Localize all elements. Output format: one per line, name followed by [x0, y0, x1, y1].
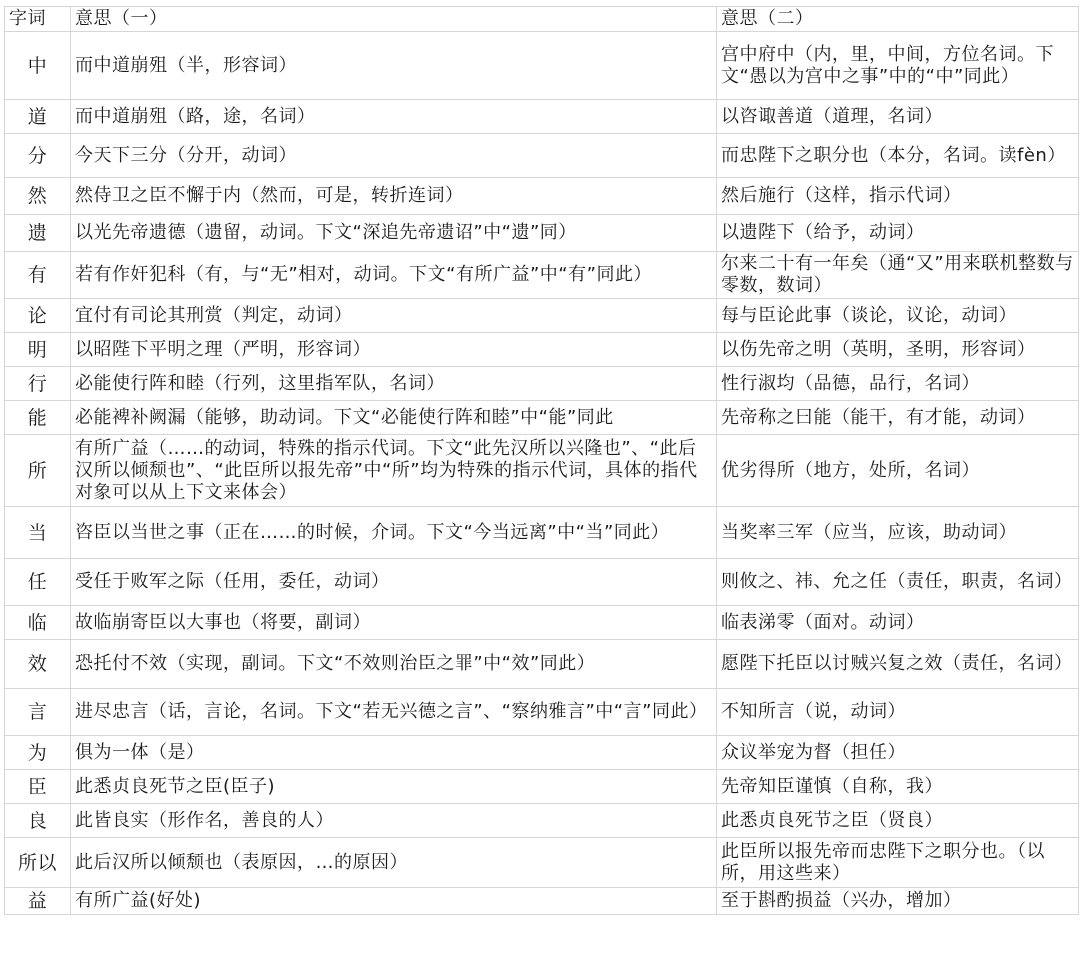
word-cell: 当: [5, 507, 71, 559]
word-cell: 然: [5, 178, 71, 215]
meaning-1-cell: 以昭陛下平明之理（严明，形容词）: [71, 333, 717, 367]
table-row: [5, 401, 1079, 435]
table-row: [5, 689, 1079, 736]
table-row: [5, 100, 1079, 134]
meaning-1-cell: 进尽忠言（话，言论，名词。下文“若无兴德之言”、“察纳雅言”中“言”同此）: [71, 689, 717, 736]
word-cell: 所以: [5, 838, 71, 888]
header-meaning-1: 意思（一）: [71, 7, 717, 32]
word-cell: 良: [5, 804, 71, 838]
word-cell: 有: [5, 252, 71, 299]
meaning-1-cell: 宜付有司论其刑赏（判定，动词）: [71, 299, 717, 333]
word-cell: 言: [5, 689, 71, 736]
table-row: [5, 838, 1079, 888]
meaning-2-cell: 不知所言（说，动词）: [717, 689, 1079, 736]
table-row: [5, 736, 1079, 770]
meaning-1-cell: 俱为一体（是）: [71, 736, 717, 770]
word-cell: 为: [5, 736, 71, 770]
meaning-1-cell: 而中道崩殂（半，形容词）: [71, 32, 717, 100]
meaning-2-cell: 至于斟酌损益（兴办，增加）: [717, 888, 1079, 915]
meaning-1-cell: 若有作奸犯科（有，与“无”相对，动词。下文“有所广益”中“有”同此）: [71, 252, 717, 299]
meaning-1-cell: 咨臣以当世之事（正在……的时候，介词。下文“今当远离”中“当”同此）: [71, 507, 717, 559]
vocabulary-table: [4, 6, 1079, 915]
word-cell: 道: [5, 100, 71, 134]
table-row: [5, 770, 1079, 804]
meaning-2-cell: 众议举宠为督（担任）: [717, 736, 1079, 770]
meaning-2-cell: 当奖率三军（应当，应该，助动词）: [717, 507, 1079, 559]
meaning-1-cell: 受任于败军之际（任用，委任，动词）: [71, 559, 717, 606]
meaning-1-cell: 此皆良实（形作名，善良的人）: [71, 804, 717, 838]
table-row: [5, 134, 1079, 178]
header-word: 字词: [5, 7, 71, 32]
word-cell: 临: [5, 606, 71, 640]
meaning-2-cell: 以咨诹善道（道理，名词）: [717, 100, 1079, 134]
table-row: [5, 252, 1079, 299]
meaning-1-cell: 此后汉所以倾颓也（表原因，…的原因）: [71, 838, 717, 888]
meaning-2-cell: 宫中府中（内，里，中间，方位名词。下文“愚以为宫中之事”中的“中”同此）: [717, 32, 1079, 100]
word-cell: 行: [5, 367, 71, 401]
meaning-1-cell: 然侍卫之臣不懈于内（然而，可是，转折连词）: [71, 178, 717, 215]
meaning-1-cell: 以光先帝遗德（遗留，动词。下文“深追先帝遗诏”中“遗”同）: [71, 215, 717, 252]
meaning-1-cell: 而中道崩殂（路，途，名词）: [71, 100, 717, 134]
word-cell: 所: [5, 435, 71, 507]
table-row: [5, 299, 1079, 333]
meaning-1-cell: 今天下三分（分开，动词）: [71, 134, 717, 178]
meaning-2-cell: 临表涕零（面对。动词）: [717, 606, 1079, 640]
meaning-2-cell: 以伤先帝之明（英明，圣明，形容词）: [717, 333, 1079, 367]
word-cell: 臣: [5, 770, 71, 804]
word-cell: 论: [5, 299, 71, 333]
meaning-2-cell: 尔来二十有一年矣（通“又”用来联机整数与零数，数词）: [717, 252, 1079, 299]
meaning-1-cell: 必能裨补阙漏（能够，助动词。下文“必能使行阵和睦”中“能”同此: [71, 401, 717, 435]
word-cell: 任: [5, 559, 71, 606]
table-row: [5, 640, 1079, 689]
meaning-2-cell: 愿陛下托臣以讨贼兴复之效（责任，名词）: [717, 640, 1079, 689]
table-row: [5, 32, 1079, 100]
meaning-1-cell: 恐托付不效（实现，副词。下文“不效则治臣之罪”中“效”同此）: [71, 640, 717, 689]
meaning-1-cell: 有所广益(好处): [71, 888, 717, 915]
meaning-2-cell: 以遗陛下（给予，动词）: [717, 215, 1079, 252]
table-row: [5, 367, 1079, 401]
word-cell: 效: [5, 640, 71, 689]
word-cell: 益: [5, 888, 71, 915]
meaning-1-cell: 故临崩寄臣以大事也（将要，副词）: [71, 606, 717, 640]
table-row: [5, 435, 1079, 507]
meaning-2-cell: 优劣得所（地方，处所，名词）: [717, 435, 1079, 507]
table-row: [5, 888, 1079, 915]
meaning-1-cell: 有所广益（……的动词，特殊的指示代词。下文“此先汉所以兴隆也”、“此后汉所以倾颓也”、“此臣所以报先帝”中“所”均为特殊的指示代词，具体的指代对象可以从上下文来体会）: [71, 435, 717, 507]
meaning-2-cell: 然后施行（这样，指示代词）: [717, 178, 1079, 215]
meaning-1-cell: 必能使行阵和睦（行列，这里指军队，名词）: [71, 367, 717, 401]
header-row: [5, 7, 1079, 32]
word-cell: 中: [5, 32, 71, 100]
table-row: [5, 559, 1079, 606]
table-row: [5, 507, 1079, 559]
word-cell: 能: [5, 401, 71, 435]
table-row: [5, 178, 1079, 215]
word-cell: 遗: [5, 215, 71, 252]
table-row: [5, 333, 1079, 367]
table-row: [5, 804, 1079, 838]
table-row: [5, 215, 1079, 252]
meaning-2-cell: 性行淑均（品德，品行，名词）: [717, 367, 1079, 401]
table-body: [5, 7, 1079, 915]
word-cell: 明: [5, 333, 71, 367]
header-meaning-2: 意思（二）: [717, 7, 1079, 32]
meaning-1-cell: 此悉贞良死节之臣(臣子): [71, 770, 717, 804]
word-cell: 分: [5, 134, 71, 178]
meaning-2-cell: 则攸之、祎、允之任（责任，职责，名词）: [717, 559, 1079, 606]
meaning-2-cell: 此臣所以报先帝而忠陛下之职分也。（以所，用这些来）: [717, 838, 1079, 888]
meaning-2-cell: 先帝称之曰能（能干，有才能，动词）: [717, 401, 1079, 435]
meaning-2-cell: 此悉贞良死节之臣（贤良）: [717, 804, 1079, 838]
meaning-2-cell: 而忠陛下之职分也（本分，名词。读fèn）: [717, 134, 1079, 178]
meaning-2-cell: 每与臣论此事（谈论，议论，动词）: [717, 299, 1079, 333]
table-row: [5, 606, 1079, 640]
meaning-2-cell: 先帝知臣谨慎（自称，我）: [717, 770, 1079, 804]
